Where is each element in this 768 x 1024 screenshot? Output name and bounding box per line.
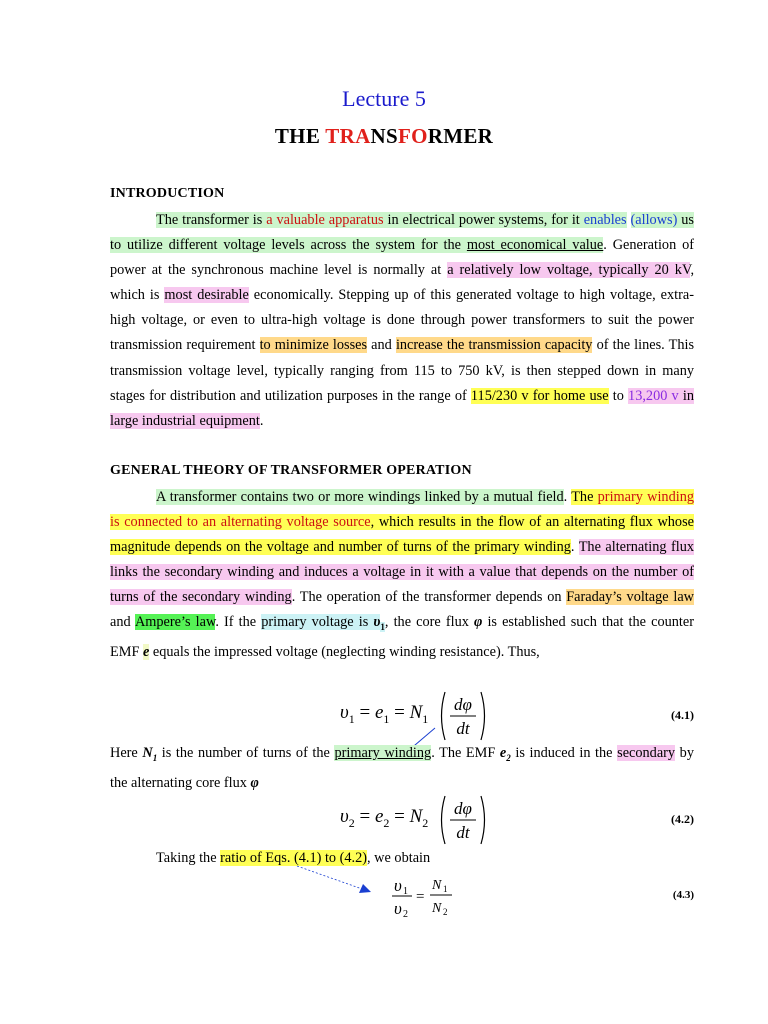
ratio-subscript: 2	[403, 909, 408, 920]
introduction-paragraph	[110, 208, 694, 434]
eq-subscript: 1	[422, 711, 429, 726]
text-span: primary winding	[334, 745, 432, 761]
title-red-part: TRA	[325, 124, 371, 148]
text-span: (allows)	[630, 212, 678, 228]
text-span: to minimize losses	[259, 337, 368, 354]
eq-symbol: e	[374, 702, 384, 723]
eq-subscript: 2	[383, 815, 390, 830]
text-span: is established such that the counter EMF	[110, 614, 694, 661]
text-span: Faraday’s voltage law	[566, 589, 694, 606]
eq-symbol: υ	[340, 702, 349, 723]
text-span: φ	[250, 774, 259, 791]
text-span: .	[570, 539, 579, 556]
text-span: , we obtain	[367, 850, 431, 866]
title-part: RMER	[427, 124, 494, 148]
eq-operator: =	[389, 806, 410, 827]
text-span: , which is	[110, 262, 695, 304]
fraction-denominator: dt	[456, 823, 470, 842]
text-span: a valuable apparatus	[266, 212, 384, 228]
text-span: of the lines. This transmission voltage level, typically ranging from 115 to 750 kV, is then stepped down in many stages for distribution and utilization purposes in the range of	[110, 337, 695, 404]
text-span: , which results in the flow of an alternating flux whose magnitude depends on the voltage and number of turns of the primary winding	[110, 514, 694, 556]
text-span: 13,200 v	[628, 387, 679, 404]
text-span: υ	[373, 614, 381, 631]
text-span: secondary	[617, 745, 676, 761]
text-span: enables	[583, 212, 627, 228]
text-span: and	[367, 337, 396, 354]
eq-subscript: 2	[422, 815, 429, 830]
text-span: most economical value	[466, 237, 604, 254]
text-span: The	[571, 489, 598, 505]
equation-fraction	[438, 792, 488, 848]
text-span: Here	[110, 745, 143, 761]
equation-4-3	[388, 872, 468, 920]
text-span: .	[259, 412, 264, 429]
text-span: and	[110, 614, 135, 631]
eq-subscript: 1	[383, 711, 390, 726]
equation-lhs	[340, 806, 428, 831]
text-span: primary voltage is	[261, 614, 374, 631]
turns-numerator: N	[432, 878, 442, 893]
title-part: THE	[274, 124, 326, 148]
equals-sign: =	[416, 889, 425, 905]
text-span: e	[499, 745, 507, 761]
fraction-numerator: dφ	[454, 799, 472, 818]
equation-number: (4.1)	[671, 708, 694, 722]
text-span: us to utilize different voltage levels across the system for the	[110, 212, 694, 254]
text-span: The transformer is	[156, 212, 267, 228]
turns-subscript: 2	[443, 907, 448, 917]
annotation-arrow	[295, 864, 380, 900]
here-paragraph	[110, 741, 694, 796]
text-span: φ	[473, 614, 483, 631]
text-span: The alternating flux links the secondary winding and induces a voltage in it with a value that depends on the number of turns of the secondary winding	[110, 539, 694, 606]
text-span: 1	[380, 622, 385, 633]
text-span: is induced in the	[510, 745, 618, 761]
text-span: .	[563, 489, 572, 505]
text-span: by the alternating core flux	[110, 745, 694, 791]
eq-symbol: e	[374, 806, 384, 827]
eq-operator: =	[354, 806, 375, 827]
text-span: Taking the	[156, 850, 221, 866]
title-red-part: FO	[398, 124, 428, 148]
ratio-numerator: υ	[394, 876, 402, 895]
text-span: . The operation of the transformer depends on	[291, 589, 567, 606]
text-span: N	[142, 745, 153, 761]
equation-number: (4.2)	[671, 812, 694, 826]
section-heading-theory: GENERAL THEORY OF TRANSFORMER OPERATION	[110, 463, 472, 478]
text-span: equals the impressed voltage (neglecting winding resistance). Thus,	[149, 644, 540, 661]
text-span: Ampere’s law	[134, 614, 216, 631]
text-span: economically. Stepping up of this generated voltage to high voltage, extra-high voltage, or even to ultra-high voltage is done through power transformers to suit the power transmission requirement	[110, 287, 695, 354]
text-span: . If the	[215, 614, 262, 631]
title-part: NS	[370, 124, 398, 148]
text-span: increase the transmission capacity	[395, 337, 593, 354]
taking-line	[110, 846, 694, 871]
text-span: in large industrial equipment	[110, 387, 694, 429]
eq-symbol: N	[409, 702, 423, 723]
equation-lhs	[340, 702, 428, 727]
equation-number: (4.3)	[672, 889, 694, 901]
text-span: 1	[152, 752, 158, 763]
text-span: . Generation of power at the synchronous machine level is normally at	[110, 237, 694, 279]
fraction-denominator: dt	[456, 719, 470, 738]
text-span: ratio of Eqs. (4.1) to (4.2)	[220, 850, 368, 866]
text-span: A transformer contains two or more windings linked by a mutual field	[156, 489, 564, 505]
section-heading-introduction: INTRODUCTION	[110, 186, 225, 201]
text-span: most desirable	[164, 287, 249, 304]
text-span: , the core flux	[384, 614, 474, 631]
page-title	[0, 124, 768, 149]
text-span: in electrical power systems, for it	[383, 212, 584, 228]
eq-subscript: 1	[348, 711, 355, 726]
text-span: e	[142, 644, 150, 661]
eq-subscript: 2	[348, 815, 355, 830]
text-span: is the number of turns of the	[157, 745, 335, 761]
text-span: 115/230 v for home use	[470, 387, 609, 404]
text-span: 2	[506, 752, 511, 763]
turns-denominator: N	[432, 901, 442, 916]
eq-symbol: υ	[340, 806, 349, 827]
eq-symbol: N	[409, 806, 423, 827]
theory-paragraph	[110, 485, 694, 666]
text-span: to	[608, 387, 629, 404]
ratio-subscript: 1	[403, 886, 408, 897]
ratio-denominator: υ	[394, 899, 402, 918]
fraction-numerator: dφ	[454, 695, 472, 714]
eq-operator: =	[354, 702, 375, 723]
lecture-number: Lecture 5	[342, 86, 426, 111]
text-span: primary winding is connected to an alternating voltage source	[110, 489, 694, 531]
text-span: . The EMF	[431, 745, 500, 761]
text-span: a relatively low voltage, typically 20 kV	[447, 262, 691, 279]
turns-subscript: 1	[443, 884, 448, 894]
eq-operator: =	[389, 702, 410, 723]
